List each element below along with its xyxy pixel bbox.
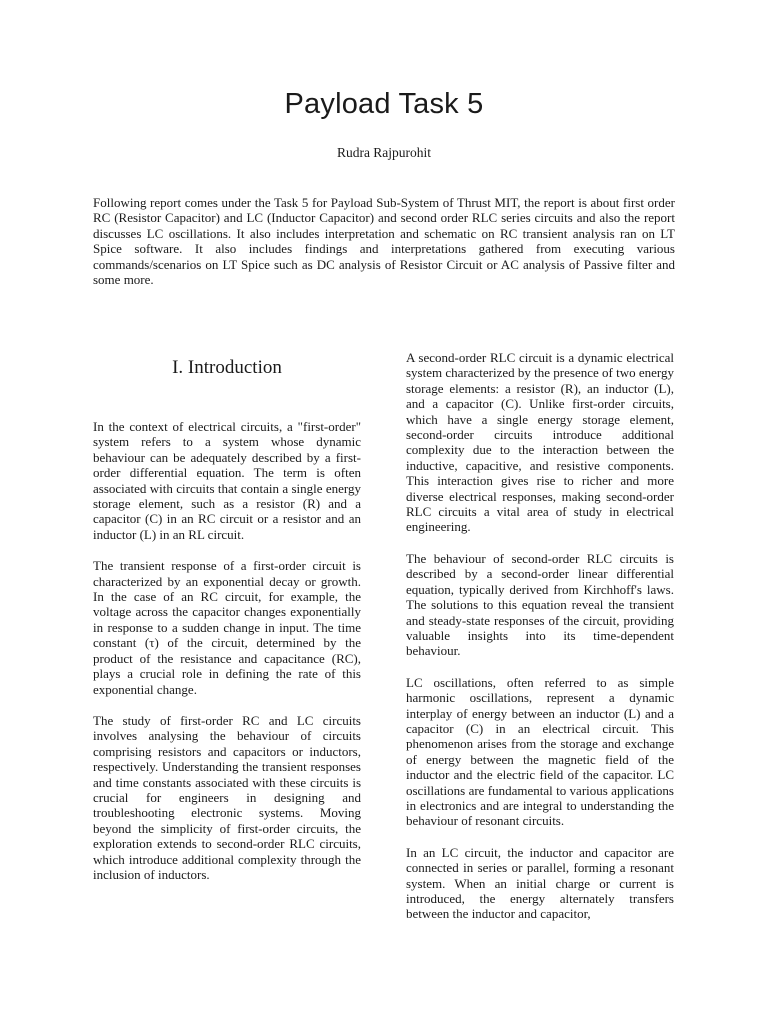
left-column — [93, 355, 361, 898]
document-title: Payload Task 5 — [284, 88, 484, 120]
body-paragraph: LC oscillations, often referred to as simple harmonic oscillations, represent a dynamic interplay of energy between an inductor (L) and a capacitor (C) in an electrical circuit. This phenomenon arises from the storage and exchange of energy between the magnetic field of the inductor and the electric field of the capacitor. LC oscillations are fundamental to various applications in electronics and are integral to understanding the behaviour of resonant circuits. — [406, 674, 674, 829]
section-heading: I. Introduction — [172, 357, 282, 378]
body-paragraph: A second-order RLC circuit is a dynamic electrical system characterized by the presence of two energy storage elements: a resistor (R), an inductor (L), and a capacitor (C). Unlike first-order circuits, which have a single energy storage element, second-order circuits introduce additional complexity due to the interaction between the inductive, capacitive, and resistive components. This interaction gives rise to richer and more diverse electrical responses, making second-order RLC circuits a vital area of study in electrical engineering. — [406, 350, 674, 535]
body-paragraph: The transient response of a first-order circuit is characterized by an exponential decay or growth. In the case of an RC circuit, for example, the voltage across the capacitor changes exponentially in response to a sudden change in input. The time constant (τ) of the circuit, determined by the product of the resistance and capacitance (RC), plays a crucial role in defining the rate of this exponential change. — [93, 558, 361, 697]
author-name: Rudra Rajpurohit — [336, 145, 432, 160]
body-paragraph: The behaviour of second-order RLC circuits is described by a second-order linear differential equation, typically derived from Kirchhoff's laws. The solutions to this equation reveal the transient and steady-state responses of the circuit, providing valuable insights into its time-dependent behaviour. — [406, 550, 674, 659]
body-paragraph: In the context of electrical circuits, a "first-order" system refers to a system whose dynamic behaviour can be adequately described by a first-order differential equation. The term is often associated with circuits that contain a single energy storage element, such as a resistor (R) and a capacitor (C) in an RC circuit or a resistor and an inductor (L) in an RL circuit. — [93, 419, 361, 542]
right-column — [406, 350, 674, 938]
body-paragraph: In an LC circuit, the inductor and capacitor are connected in series or parallel, forming a resonant system. When an initial charge or current is introduced, the energy alternately transfers between the inductor and capacitor, — [406, 844, 674, 922]
body-paragraph: The study of first-order RC and LC circuits involves analysing the behaviour of circuits comprising resistors and capacitors or inductors, respectively. Understanding the transient responses and time constants associated with these circuits is crucial for engineers in designing and troubleshooting electronic systems. Moving beyond the simplicity of first-order circuits, the exploration extends to second-order RLC circuits, which introduce additional complexity through the inclusion of inductors. — [93, 712, 361, 882]
abstract-paragraph: Following report comes under the Task 5 for Payload Sub-System of Thrust MIT, the report is about first order RC (Resistor Capacitor) and LC (Inductor Capacitor) and second order RLC series circuits and also the report discusses LC oscillations. It also includes interpretation and schematic on RC transient analysis ran on LT Spice software. It also includes findings and interpretations gathered from executing various commands/scenarios on LT Spice such as DC analysis of Resistor Circuit or AC analysis of Passive filter and some more. — [93, 195, 675, 288]
